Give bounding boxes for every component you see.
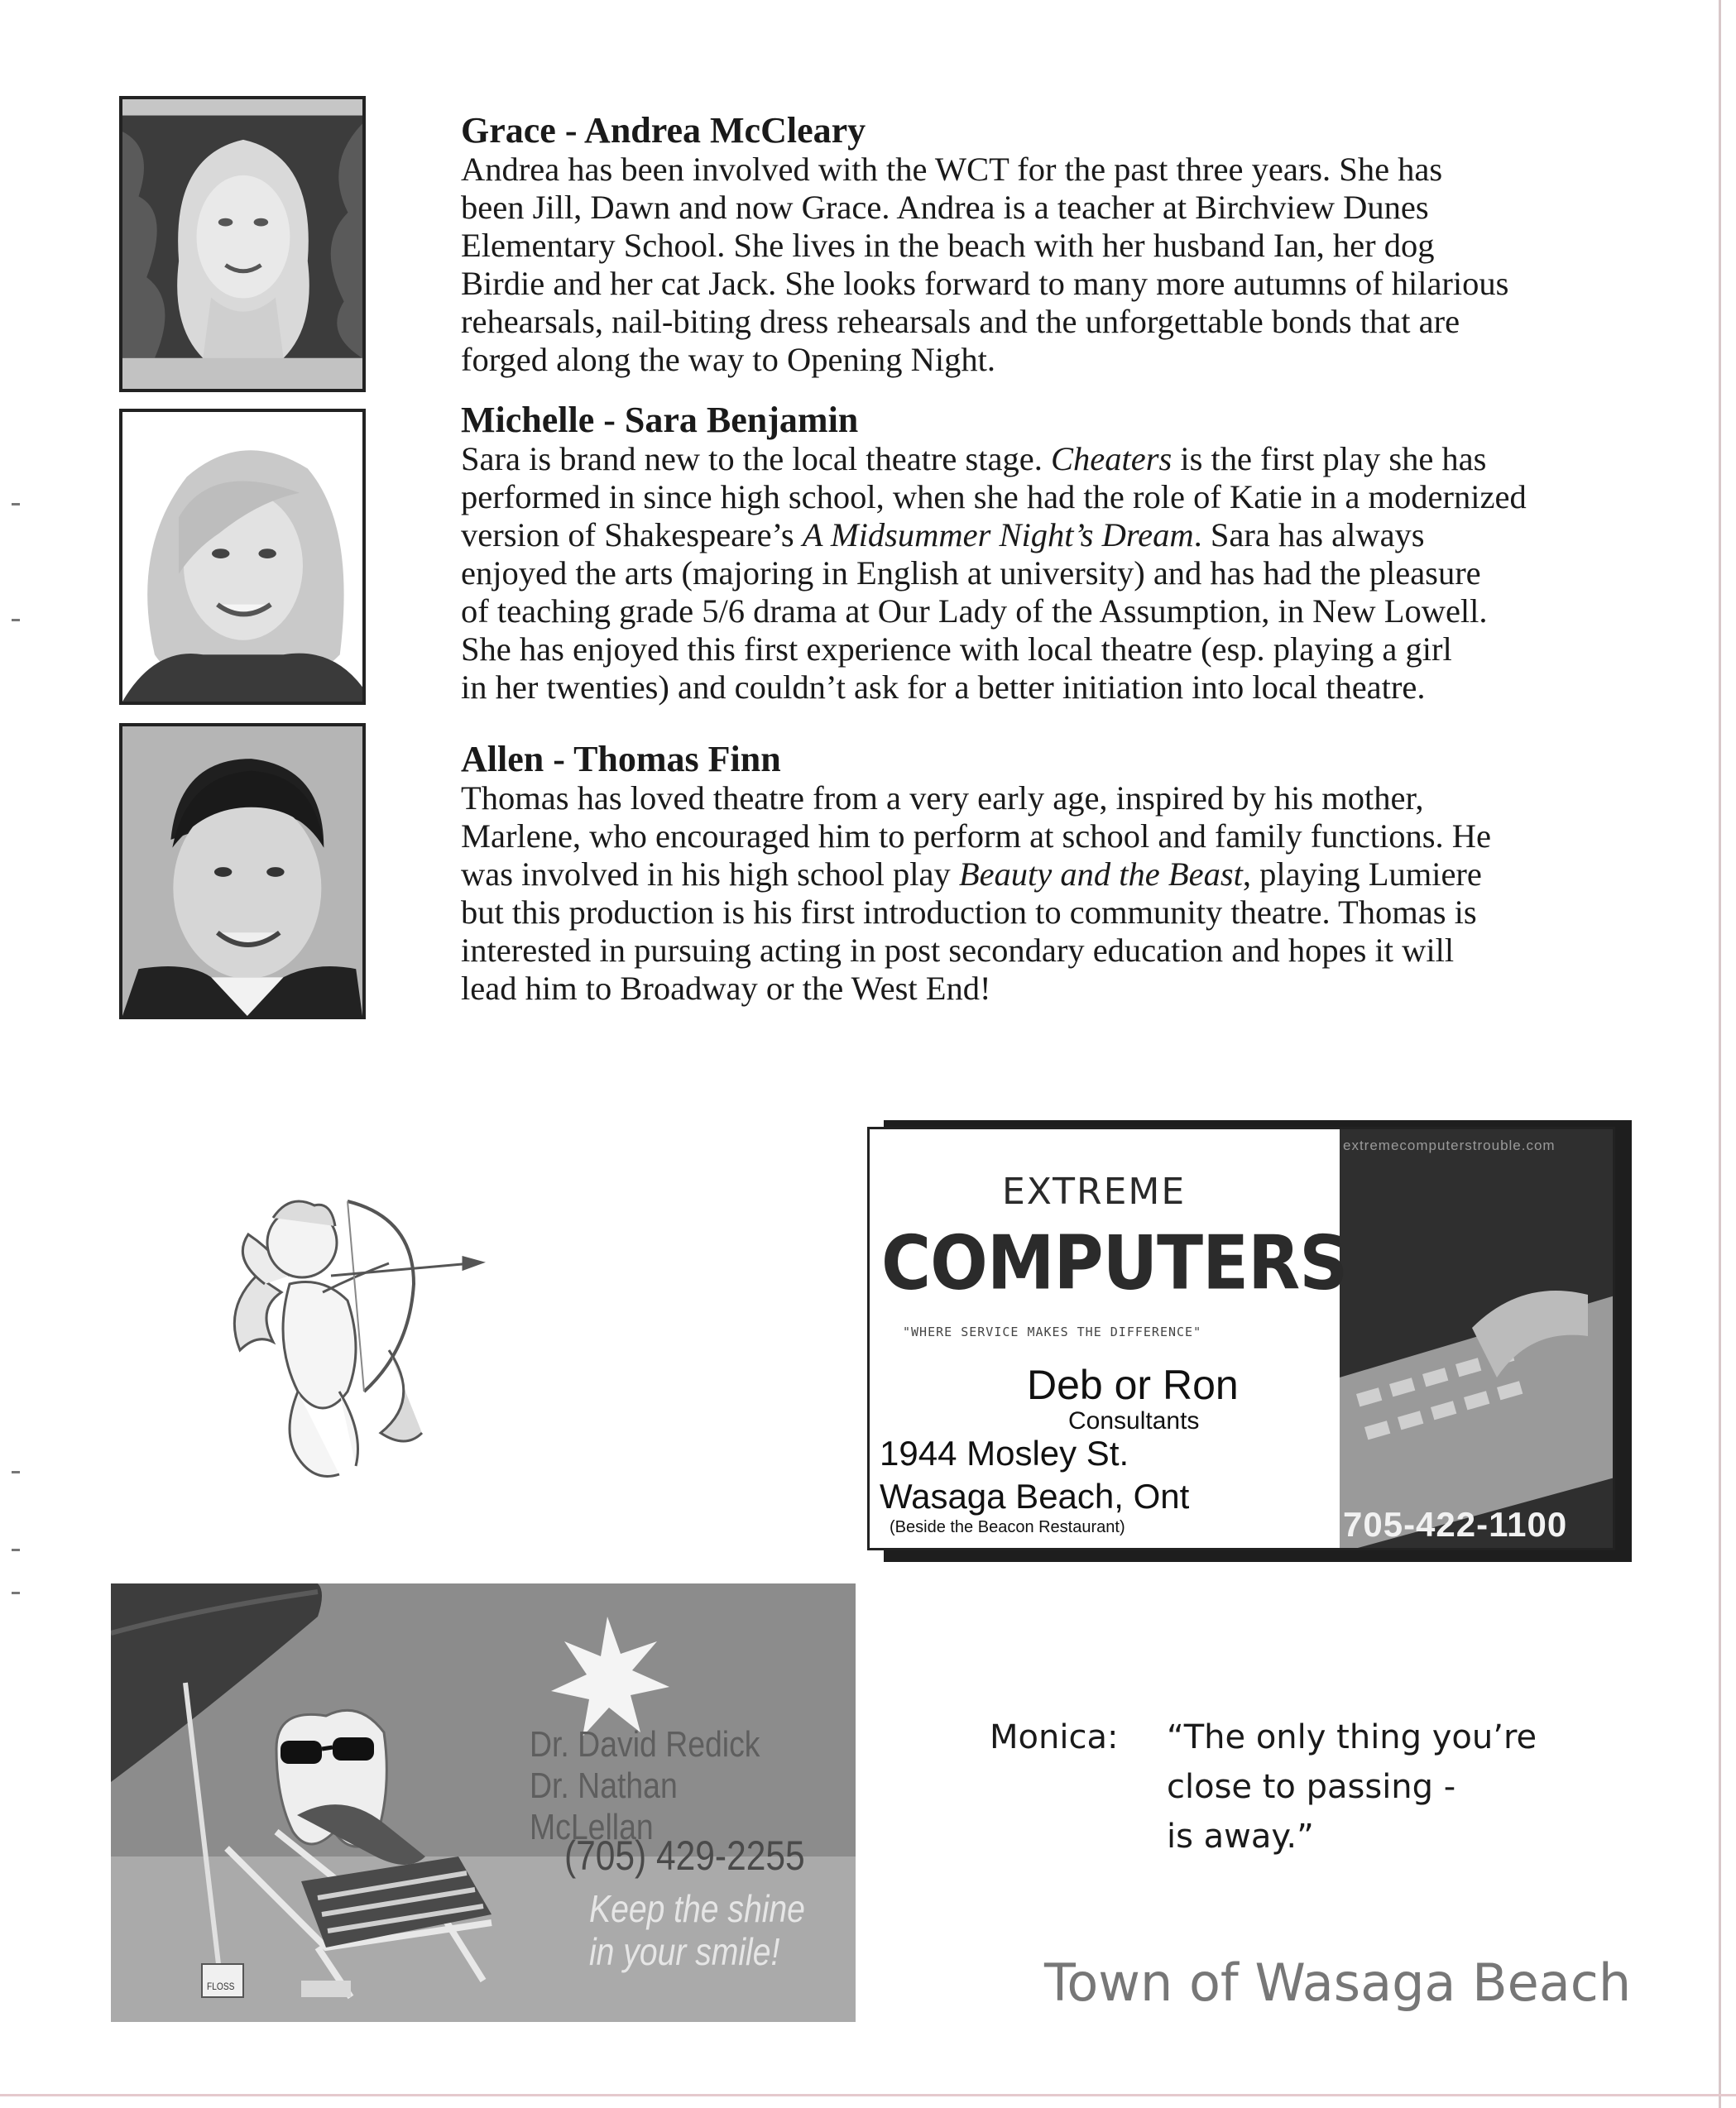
bio-line: interested in pursuing acting in post secondary education and hopes it will — [461, 932, 1455, 969]
bio-line: enjoyed the arts (majoring in English at university) and has had the pleasure — [461, 554, 1481, 592]
address-city: Wasaga Beach, Ont — [880, 1477, 1190, 1516]
bio-line: but this production is his first introduction to community theatre. Thomas is — [461, 894, 1477, 931]
cast-heading: Grace - Andrea McCleary — [461, 110, 866, 151]
cast-bio-grace — [461, 111, 1619, 379]
bio-line: She has enjoyed this first experience with local theatre (esp. playing a girl — [461, 630, 1452, 668]
ad-url: extremecomputerstrouble.com — [1343, 1138, 1556, 1153]
bio-line: been Jill, Dawn and now Grace. Andrea is a teacher at Birchview Dunes — [461, 189, 1429, 226]
bio-text — [461, 151, 1619, 379]
cast-heading: Michelle - Sara Benjamin — [461, 400, 859, 440]
bio-line: in her twenties) and couldn’t ask for a better initiation into local theatre. — [461, 668, 1426, 706]
sponsor-credit: Town of Wasaga Beach — [1044, 1952, 1632, 2013]
bio-line: Andrea has been involved with the WCT for the past three years. She has — [461, 151, 1443, 188]
headshot-thomas-finn — [119, 723, 366, 1019]
quote-line: “The only thing you’re — [1167, 1718, 1537, 1756]
headshot-andrea-mccleary — [119, 96, 366, 392]
margin-mark — [12, 1592, 20, 1594]
dental-ad — [111, 1583, 856, 2022]
headshot-sara-benjamin — [119, 409, 366, 705]
brand-logo: COMPUTERS — [881, 1220, 1348, 1307]
play-title: A Midsummer Night’s Dream — [802, 516, 1194, 553]
address-street: 1944 Mosley St. — [880, 1434, 1129, 1473]
bio-line: Elementary School. She lives in the beach with her husband Ian, her dog — [461, 227, 1435, 264]
page-edge — [1719, 0, 1721, 2108]
quote-speaker: Monica: — [990, 1718, 1119, 1756]
cast-bio-michelle — [461, 400, 1619, 707]
cast-heading: Allen - Thomas Finn — [461, 739, 781, 779]
bio-line: lead him to Broadway or the West End! — [461, 970, 991, 1007]
bio-line: Marlene, who encouraged him to perform at school and family functions. He — [461, 817, 1491, 855]
bio-line: rehearsals, nail-biting dress rehearsals and the unforgettable bonds that are — [461, 303, 1460, 340]
bio-line: Thomas has loved theatre from a very early age, inspired by his mother, — [461, 779, 1424, 817]
ad-phone: 705-422-1100 — [1343, 1505, 1568, 1544]
extreme-computers-ad — [867, 1127, 1615, 1550]
bio-line: performed in since high school, when she had the role of Katie in a modernized — [461, 478, 1527, 515]
margin-mark — [12, 619, 20, 621]
contact-role: Consultants — [1068, 1407, 1200, 1435]
margin-mark — [12, 503, 20, 505]
dental-phone: (705) 429-2255 — [564, 1833, 805, 1879]
margin-mark — [12, 1471, 20, 1473]
ad-tagline: "WHERE SERVICE MAKES THE DIFFERENCE" — [903, 1325, 1202, 1339]
dentist-name: Dr. Nathan McLellan — [530, 1765, 678, 1847]
margin-mark — [12, 1549, 20, 1551]
dentist-name: Dr. David Redick — [530, 1724, 760, 1765]
location-note: (Beside the Beacon Restaurant) — [890, 1518, 1125, 1536]
contact-names: Deb or Ron — [1027, 1362, 1239, 1408]
dental-slogan: in your smile! — [589, 1930, 780, 1973]
floss-label: FLOSS — [207, 1981, 235, 1992]
cast-bio-allen — [461, 740, 1619, 1008]
quote-line: is away.” — [1167, 1818, 1314, 1856]
play-title: Cheaters — [1050, 440, 1173, 477]
dental-slogan: Keep the shine — [589, 1887, 805, 1930]
bio-text: Thomas has loved theatre from a very early age, inspired by his mother, Marlene, who encouraged him to perform at school and family functions. He was involved in his high school play Beauty and the Beast, playing Lumiere but this production is his first introduction to community theatre. Thomas is interested in pursuing acting in post secondary education and hopes it will lead him to Broadway or the West End! — [461, 779, 1491, 1007]
bio-line: Birdie and her cat Jack. She looks forward to many more autumns of hilarious — [461, 265, 1509, 302]
keyboard-photo — [1340, 1129, 1615, 1550]
bio-line: forged along the way to Opening Night. — [461, 341, 996, 378]
bio-line: of teaching grade 5/6 drama at Our Lady of the Assumption, in New Lowell. — [461, 592, 1488, 630]
play-title: Beauty and the Beast — [958, 855, 1243, 893]
bio-text: Sara is brand new to the local theatre stage. Cheaters is the first play she has performed in since high school, when she had the role of Katie in a modernized version of Shakespeare’s A Midsummer Night’s Dream. Sara has always enjoyed the arts (majoring in English at university) and has had the pleasure of teaching grade 5/6 drama at Our Lady of the Assumption, in New Lowell. She has enjoyed this first experience with local theatre (esp. playing a girl in her twenties) and couldn’t ask for a better initiation into local theatre. — [461, 440, 1527, 706]
page-edge — [0, 2094, 1736, 2096]
brand-top: EXTREME — [1002, 1171, 1187, 1213]
quote-line: close to passing - — [1167, 1768, 1456, 1806]
cupid-illustration — [223, 1185, 496, 1507]
